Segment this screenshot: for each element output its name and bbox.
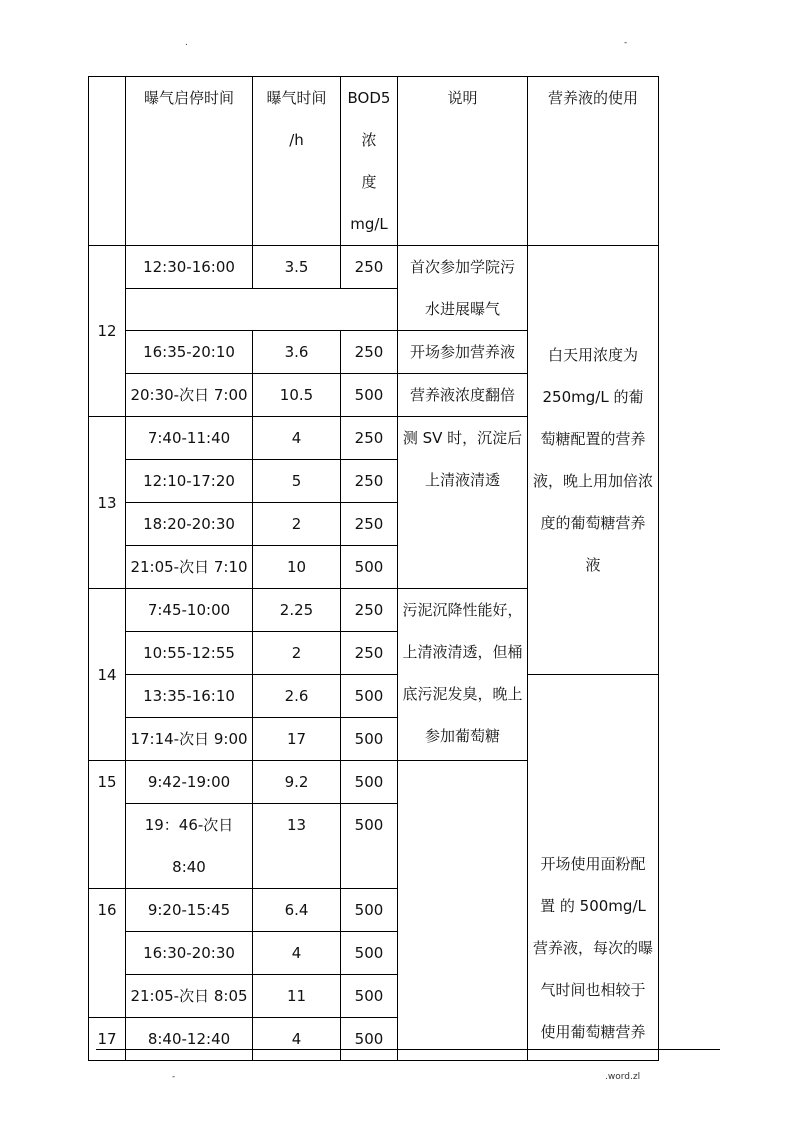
bod-cell: 250	[341, 417, 398, 460]
bod-cell: 500	[341, 975, 398, 1018]
bod-cell: 250	[341, 503, 398, 546]
time-cell: 21:05-次日 7:10	[126, 546, 253, 589]
footer-rule	[96, 1049, 720, 1050]
time-cell	[126, 804, 253, 889]
header-bod5	[341, 77, 398, 246]
nutrient-line: 开场使用面粉配	[540, 855, 646, 873]
time-cell: 9:20-15:45	[126, 889, 253, 932]
header-bod5-line2: 浓	[361, 131, 377, 149]
header-notes: 说明	[398, 77, 528, 246]
time-cell: 12:30-16:00	[126, 246, 253, 289]
header-day	[89, 77, 126, 246]
hours-cell: 17	[253, 718, 341, 761]
header-bod5-line3: 度	[361, 173, 377, 191]
header-aeration-hours	[253, 77, 341, 246]
note-cell	[398, 761, 528, 1061]
nutrient-cell	[528, 246, 659, 675]
note-line: 污泥沉降性能好，	[402, 601, 523, 619]
day-cell: 17	[89, 1018, 126, 1061]
page-mark-top-left: .	[185, 38, 188, 48]
aeration-table	[88, 76, 659, 1061]
page-mark-bottom-right: .word.zl	[605, 1072, 641, 1082]
bod-cell: 500	[341, 718, 398, 761]
bod-cell: 250	[341, 246, 398, 289]
nutrient-line: 使用葡萄糖营养	[540, 1023, 646, 1041]
bod-cell: 250	[341, 460, 398, 503]
hours-cell: 3.6	[253, 331, 341, 374]
time-cell: 16:30-20:30	[126, 932, 253, 975]
hours-cell: 6.4	[253, 889, 341, 932]
time-cell: 20:30-次日 7:00	[126, 374, 253, 417]
hours-cell: 10	[253, 546, 341, 589]
header-row	[89, 77, 659, 246]
header-aeration-hours-line1: 曝气时间	[266, 89, 327, 107]
bod-cell: 500	[341, 546, 398, 589]
header-bod5-line1: BOD5	[347, 89, 391, 107]
note-line: 参加葡萄糖	[424, 727, 500, 745]
day-cell: 13	[89, 417, 126, 589]
day-cell: 16	[89, 889, 126, 1018]
bod-cell: 250	[341, 589, 398, 632]
time-cell: 17:14-次日 9:00	[126, 718, 253, 761]
note-line: 底污泥发臭，晚上	[402, 685, 523, 703]
time-line: 8:40	[172, 858, 206, 876]
bod-cell: 500	[341, 804, 398, 889]
note-line: 上清液清透	[424, 471, 500, 489]
bod-cell: 500	[341, 889, 398, 932]
hours-cell: 10.5	[253, 374, 341, 417]
hours-cell: 2	[253, 632, 341, 675]
page-mark-top-right: -	[624, 38, 628, 48]
time-cell: 21:05-次日 8:05	[126, 975, 253, 1018]
nutrient-line: 白天用浓度为	[547, 346, 638, 364]
nutrient-line: 液	[585, 556, 601, 574]
bod-cell: 500	[341, 932, 398, 975]
bod-cell: 500	[341, 675, 398, 718]
nutrient-cell	[528, 675, 659, 1061]
note-cell: 开场参加营养液	[398, 331, 528, 374]
hours-cell: 2.6	[253, 675, 341, 718]
time-cell: 8:40-12:40	[126, 1018, 253, 1061]
header-aeration-hours-line2: /h	[289, 131, 304, 149]
nutrient-line: 营养液，每次的曝	[532, 939, 653, 957]
nutrient-line: 液，晚上用加倍浓	[532, 472, 653, 490]
header-bod5-line4: mg/L	[350, 215, 388, 233]
time-cell: 13:35-16:10	[126, 675, 253, 718]
time-cell: 12:10-17:20	[126, 460, 253, 503]
nutrient-line: 度的葡萄糖营养	[540, 514, 646, 532]
hours-cell: 3.5	[253, 246, 341, 289]
hours-cell: 4	[253, 417, 341, 460]
time-line: 19：46-次日	[144, 816, 234, 834]
bod-cell: 250	[341, 632, 398, 675]
hours-cell: 4	[253, 1018, 341, 1061]
note-line: 首次参加学院污	[409, 258, 515, 276]
bod-cell: 500	[341, 1018, 398, 1061]
note-cell	[398, 417, 528, 589]
hours-cell: 4	[253, 932, 341, 975]
note-cell: 营养液浓度翻倍	[398, 374, 528, 417]
note-line: 水进展曝气	[424, 300, 500, 318]
bod-cell: 500	[341, 374, 398, 417]
nutrient-line: 气时间也相较于	[540, 981, 646, 999]
hours-cell: 11	[253, 975, 341, 1018]
time-cell: 18:20-20:30	[126, 503, 253, 546]
table-row	[89, 246, 659, 289]
header-nutrient-use: 营养液的使用	[528, 77, 659, 246]
hours-cell: 9.2	[253, 761, 341, 804]
nutrient-line: 置 的 500mg/L	[540, 897, 646, 915]
time-cell: 7:45-10:00	[126, 589, 253, 632]
time-cell: 9:42-19:00	[126, 761, 253, 804]
header-start-stop-time: 曝气启停时间	[126, 77, 253, 246]
bod-cell: 500	[341, 761, 398, 804]
day-cell: 15	[89, 761, 126, 889]
time-cell: 16:35-20:10	[126, 331, 253, 374]
nutrient-line: 萄糖配置的营养	[540, 430, 646, 448]
hours-cell: 5	[253, 460, 341, 503]
time-cell: 7:40-11:40	[126, 417, 253, 460]
note-cell	[398, 246, 528, 331]
table-row	[89, 675, 659, 718]
day-cell: 12	[89, 246, 126, 417]
note-cell	[398, 589, 528, 761]
hours-cell: 2.25	[253, 589, 341, 632]
note-line: 测 SV 时，沉淀后	[402, 429, 523, 447]
hours-cell: 13	[253, 804, 341, 889]
hours-cell: 2	[253, 503, 341, 546]
day-cell: 14	[89, 589, 126, 761]
time-cell: 10:55-12:55	[126, 632, 253, 675]
nutrient-line: 250mg/L 的葡	[542, 388, 644, 406]
bod-cell: 250	[341, 331, 398, 374]
note-line: 上清液清透，但桶	[402, 643, 523, 661]
page-mark-bottom-left: -	[172, 1072, 176, 1082]
